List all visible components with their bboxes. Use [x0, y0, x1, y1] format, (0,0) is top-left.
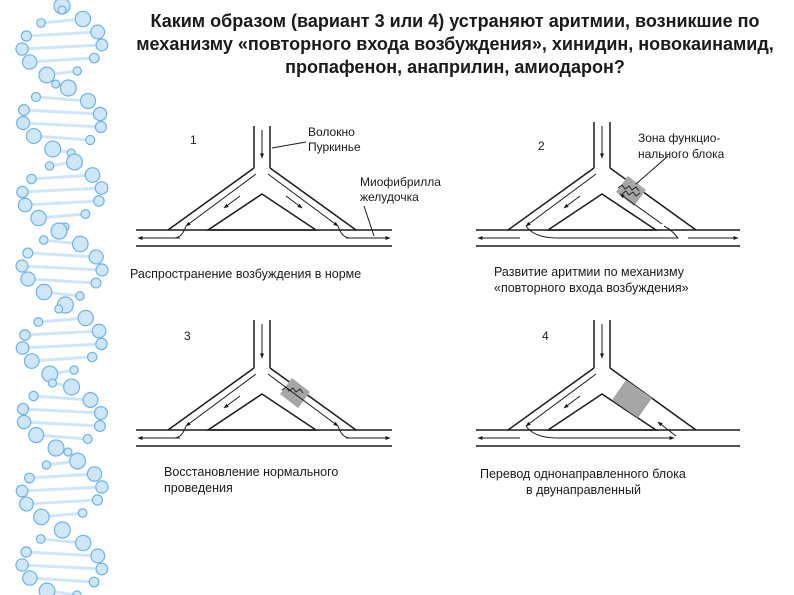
panel-number: 4: [542, 329, 549, 343]
dna-bead: [76, 292, 84, 300]
dna-rung: [26, 32, 97, 36]
panel-number: 1: [190, 133, 197, 147]
dna-bead: [17, 186, 28, 197]
restored-conduction-diagram: [136, 320, 392, 446]
dna-bead: [95, 407, 108, 420]
dna-bead: [21, 272, 35, 286]
panel-caption-line-2: в двунаправленный: [526, 483, 641, 497]
dna-bead: [48, 440, 64, 456]
dna-bead: [29, 427, 44, 442]
dna-rung: [23, 123, 101, 127]
dna-bead: [18, 198, 32, 212]
dna-bead: [31, 210, 46, 225]
dna-bead: [86, 135, 95, 144]
slide-title: Каким образом (вариант 3 или 4) устраняют аритмии, возникшие по механизму «повторного входа возбуждения», хинидин, новокаинамид, пропафенон, анаприлин, амиодарон?: [136, 11, 774, 77]
dna-bead: [96, 264, 108, 276]
dna-bead: [92, 324, 106, 338]
dna-rung: [34, 396, 91, 400]
dna-bead: [17, 415, 30, 428]
dna-rung: [23, 409, 101, 413]
dna-bead: [29, 391, 38, 400]
dna-rung: [34, 136, 90, 140]
dna-bead: [96, 481, 108, 493]
panel-caption-line-2: проведения: [164, 481, 233, 495]
dna-rung: [22, 266, 102, 270]
dna-rung: [24, 110, 100, 114]
dna-rung: [29, 474, 94, 478]
dna-rung: [26, 552, 98, 556]
dna-bead: [17, 403, 28, 414]
dna-bead: [16, 485, 28, 497]
dna-bead: [81, 210, 90, 219]
panel-caption-line-2: «повторного входа возбуждения»: [494, 281, 689, 295]
dna-bead: [91, 25, 105, 39]
dna-bead: [91, 549, 105, 563]
dna-bead: [36, 284, 52, 300]
dna-bead: [70, 366, 78, 374]
dna-bead: [94, 196, 104, 206]
dna-bead: [81, 93, 96, 108]
dna-bead: [60, 80, 76, 96]
dna-bead: [31, 93, 40, 102]
panel-caption-line-1: Восстановление нормального: [164, 465, 339, 479]
panel-4: [476, 320, 740, 497]
reentry-diagram-figure: [128, 118, 740, 552]
dna-bead: [21, 547, 31, 557]
dna-bead: [16, 260, 28, 272]
panel-caption-line-1: Перевод однонаправленного блока: [480, 467, 686, 481]
dna-bead: [34, 318, 43, 327]
dna-bead: [39, 67, 55, 83]
block-zone: [612, 380, 652, 418]
label-purkinje-2: Пуркинье: [308, 140, 361, 154]
dna-bead: [58, 6, 66, 14]
dna-rung: [22, 45, 102, 49]
dna-rung: [32, 175, 93, 179]
panel-1: [130, 125, 441, 281]
dna-bead: [96, 338, 107, 349]
dna-bead: [96, 563, 108, 575]
dna-bead: [21, 31, 31, 41]
dna-rung: [25, 331, 99, 335]
dna-bead: [27, 174, 36, 183]
dna-bead: [73, 67, 81, 75]
dna-bead: [83, 393, 98, 408]
dna-rung: [30, 578, 94, 582]
dna-rung: [30, 58, 95, 62]
dna-rung: [28, 253, 96, 257]
dna-bead: [34, 509, 49, 524]
dna-rung: [24, 422, 100, 426]
dna-bead: [67, 154, 83, 170]
dna-bead: [78, 509, 87, 518]
dna-bead: [87, 467, 101, 481]
dna-rung: [22, 188, 101, 192]
dna-bead: [45, 162, 53, 170]
panel-caption-line-1: Развитие аритмии по механизму: [494, 265, 684, 279]
dna-bead: [54, 522, 70, 538]
dna-bead: [73, 591, 81, 595]
dna-bead: [48, 379, 56, 387]
dna-bead: [22, 55, 36, 69]
dna-bead: [24, 354, 39, 369]
dna-helix-decoration: [0, 0, 130, 595]
dna-rung: [25, 201, 99, 205]
dna-bead: [76, 535, 91, 550]
dna-bead: [23, 248, 33, 258]
dna-bead: [89, 250, 103, 264]
dna-bead: [90, 53, 100, 63]
label-block-zone-2: нального блока: [638, 147, 725, 161]
dna-bead: [96, 39, 108, 51]
label-purkinje-1: Волокно: [308, 125, 355, 139]
label-myofibril-2: желудочка: [360, 190, 419, 204]
dna-rung: [28, 279, 96, 283]
block-zone: [280, 378, 310, 408]
dna-bead: [78, 310, 93, 325]
dna-bead: [19, 105, 30, 116]
dna-bead: [75, 11, 90, 26]
dna-bead: [26, 129, 41, 144]
dna-bead: [37, 19, 46, 28]
dna-bead: [39, 583, 55, 595]
dna-bead: [73, 236, 89, 252]
dna-bead: [36, 535, 45, 544]
dna-bead: [23, 571, 37, 585]
dna-bead: [95, 121, 106, 132]
panel-3: [136, 320, 392, 495]
label-myofibril-1: Миофибрилла: [360, 175, 441, 189]
dna-bead: [95, 182, 108, 195]
dna-bead: [20, 497, 34, 511]
dna-bead: [45, 141, 61, 157]
dna-bead: [64, 448, 72, 456]
panel-number: 3: [184, 329, 191, 343]
dna-rung: [32, 357, 93, 361]
dna-bead: [89, 577, 99, 587]
panel-caption: Распространение возбуждения в норме: [130, 267, 362, 281]
dna-bead: [25, 473, 35, 483]
dna-bead: [88, 352, 97, 361]
label-block-zone-1: Зона функцио-: [638, 131, 721, 145]
dna-rung: [22, 565, 102, 569]
dna-rung: [23, 344, 102, 348]
dna-bead: [39, 236, 47, 244]
dna-bead: [16, 342, 29, 355]
dna-bead: [42, 461, 50, 469]
bidirectional-block-diagram: [476, 320, 740, 446]
dna-bead: [16, 43, 28, 55]
dna-bead: [16, 559, 28, 571]
dna-bead: [51, 223, 67, 239]
dna-bead: [91, 278, 101, 288]
dna-bead: [83, 435, 92, 444]
panel-number: 2: [538, 139, 545, 153]
dna-bead: [95, 421, 106, 432]
dna-bead: [55, 305, 63, 313]
dna-bead: [70, 453, 86, 469]
dna-bead: [17, 117, 30, 130]
dna-bead: [92, 495, 102, 505]
dna-rung: [27, 500, 98, 504]
dna-bead: [93, 107, 106, 120]
panel-2: [476, 122, 740, 295]
dna-bead: [52, 80, 60, 88]
dna-rung: [22, 487, 102, 491]
dna-bead: [64, 379, 80, 395]
dna-bead: [20, 330, 30, 340]
dna-bead: [85, 168, 100, 183]
